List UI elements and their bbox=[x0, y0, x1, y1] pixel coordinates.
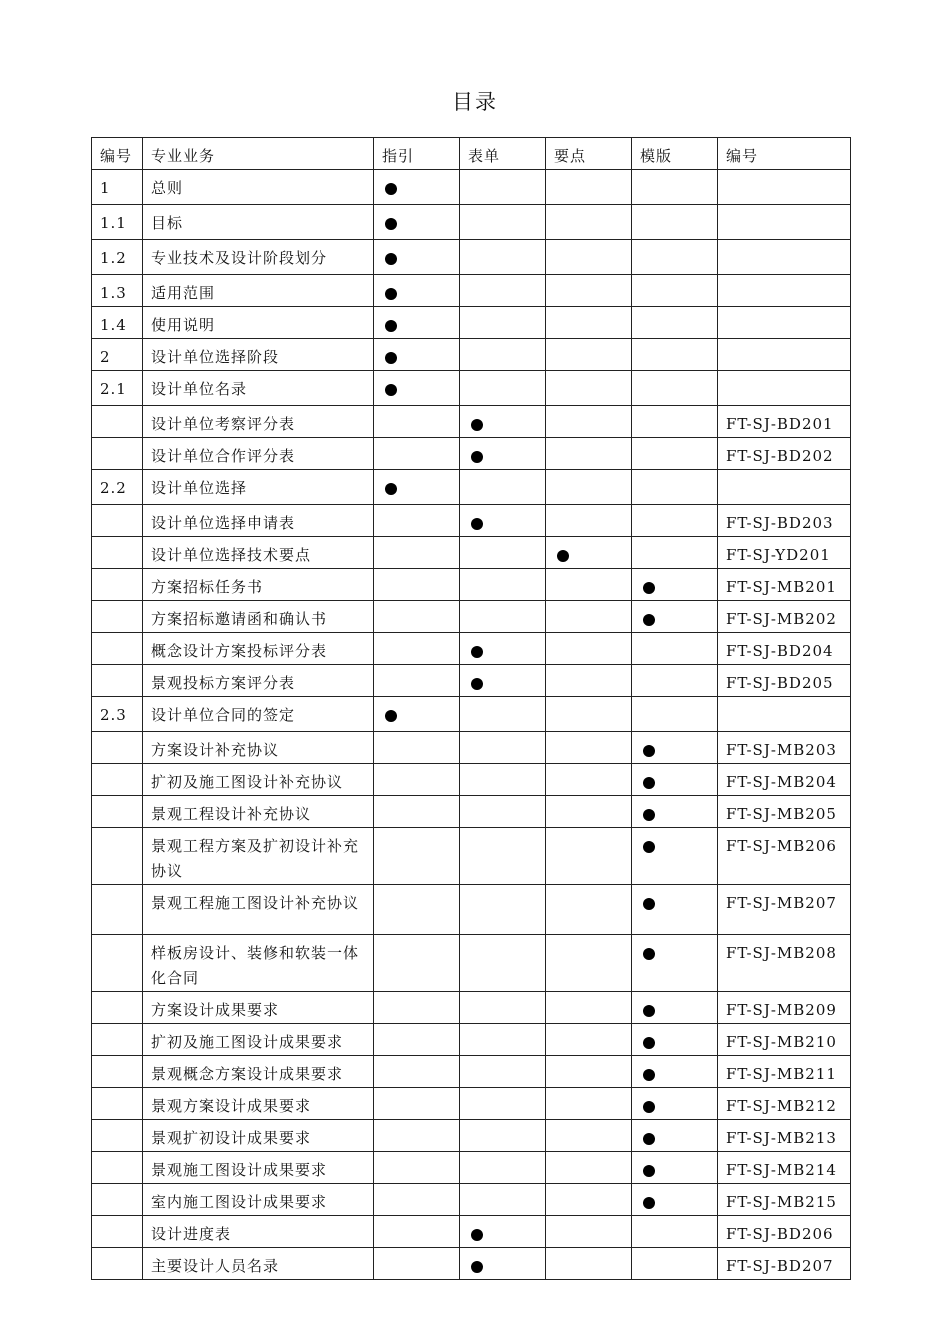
row-template-cell bbox=[632, 307, 718, 339]
table-row bbox=[92, 1248, 851, 1280]
row-code: FT-SJ-MB202 bbox=[718, 601, 851, 633]
table-row bbox=[92, 828, 851, 885]
row-form-cell bbox=[460, 275, 546, 307]
row-form-cell bbox=[460, 371, 546, 406]
table-row bbox=[92, 1024, 851, 1056]
row-guide-cell bbox=[374, 1088, 460, 1120]
row-key-point-cell bbox=[546, 697, 632, 732]
row-code: FT-SJ-BD202 bbox=[718, 438, 851, 470]
row-template-cell bbox=[632, 1120, 718, 1152]
table-row bbox=[92, 505, 851, 537]
filled-circle-icon bbox=[471, 646, 483, 658]
row-key-point-cell bbox=[546, 796, 632, 828]
row-code: FT-SJ-MB204 bbox=[718, 764, 851, 796]
table-row bbox=[92, 1056, 851, 1088]
filled-circle-icon bbox=[643, 614, 655, 626]
row-guide-cell bbox=[374, 1152, 460, 1184]
row-guide-cell bbox=[374, 1216, 460, 1248]
row-form-cell bbox=[460, 1216, 546, 1248]
row-number bbox=[92, 665, 143, 697]
row-code: FT-SJ-BD205 bbox=[718, 665, 851, 697]
row-code bbox=[718, 170, 851, 205]
filled-circle-icon bbox=[385, 320, 397, 332]
row-key-point-cell bbox=[546, 601, 632, 633]
row-guide-cell bbox=[374, 569, 460, 601]
row-business-name: 设计单位合同的签定 bbox=[143, 697, 374, 732]
row-code bbox=[718, 697, 851, 732]
filled-circle-icon bbox=[471, 678, 483, 690]
row-number: 1 bbox=[92, 170, 143, 205]
row-business-name: 景观工程施工图设计补充协议 bbox=[143, 885, 374, 935]
filled-circle-icon bbox=[471, 1261, 483, 1273]
row-guide-cell bbox=[374, 505, 460, 537]
row-number bbox=[92, 537, 143, 569]
row-guide-cell bbox=[374, 339, 460, 371]
table-row bbox=[92, 438, 851, 470]
row-number bbox=[92, 569, 143, 601]
row-code: FT-SJ-MB203 bbox=[718, 732, 851, 764]
row-business-name: 方案设计成果要求 bbox=[143, 992, 374, 1024]
row-template-cell bbox=[632, 1248, 718, 1280]
table-row bbox=[92, 307, 851, 339]
row-form-cell bbox=[460, 170, 546, 205]
row-business-name: 景观概念方案设计成果要求 bbox=[143, 1056, 374, 1088]
table-row bbox=[92, 406, 851, 438]
row-code: FT-SJ-MB206 bbox=[718, 828, 851, 885]
row-template-cell bbox=[632, 665, 718, 697]
row-key-point-cell bbox=[546, 1216, 632, 1248]
row-template-cell bbox=[632, 170, 718, 205]
filled-circle-icon bbox=[643, 841, 655, 853]
row-key-point-cell bbox=[546, 633, 632, 665]
filled-circle-icon bbox=[471, 451, 483, 463]
row-code: FT-SJ-MB208 bbox=[718, 935, 851, 992]
filled-circle-icon bbox=[385, 218, 397, 230]
row-template-cell bbox=[632, 1216, 718, 1248]
row-business-name: 方案招标邀请函和确认书 bbox=[143, 601, 374, 633]
row-key-point-cell bbox=[546, 1056, 632, 1088]
row-key-point-cell bbox=[546, 828, 632, 885]
row-form-cell bbox=[460, 764, 546, 796]
row-guide-cell bbox=[374, 1024, 460, 1056]
row-business-name: 扩初及施工图设计补充协议 bbox=[143, 764, 374, 796]
row-guide-cell bbox=[374, 1184, 460, 1216]
row-key-point-cell bbox=[546, 438, 632, 470]
row-business-name: 室内施工图设计成果要求 bbox=[143, 1184, 374, 1216]
row-key-point-cell bbox=[546, 240, 632, 275]
row-template-cell bbox=[632, 796, 718, 828]
row-number: 1.1 bbox=[92, 205, 143, 240]
row-guide-cell bbox=[374, 537, 460, 569]
filled-circle-icon bbox=[643, 1101, 655, 1113]
row-business-name: 景观扩初设计成果要求 bbox=[143, 1120, 374, 1152]
row-guide-cell bbox=[374, 633, 460, 665]
row-code: FT-SJ-MB213 bbox=[718, 1120, 851, 1152]
table-row bbox=[92, 569, 851, 601]
row-number bbox=[92, 935, 143, 992]
row-template-cell bbox=[632, 569, 718, 601]
row-form-cell bbox=[460, 633, 546, 665]
row-code: FT-SJ-MB210 bbox=[718, 1024, 851, 1056]
row-business-name: 概念设计方案投标评分表 bbox=[143, 633, 374, 665]
row-business-name: 设计单位选择 bbox=[143, 470, 374, 505]
row-code: FT-SJ-MB212 bbox=[718, 1088, 851, 1120]
col-header-template: 模版 bbox=[632, 138, 718, 170]
row-key-point-cell bbox=[546, 732, 632, 764]
filled-circle-icon bbox=[385, 710, 397, 722]
row-business-name: 设计单位选择申请表 bbox=[143, 505, 374, 537]
table-row bbox=[92, 935, 851, 992]
row-guide-cell bbox=[374, 438, 460, 470]
row-number: 2.2 bbox=[92, 470, 143, 505]
table-row bbox=[92, 885, 851, 935]
filled-circle-icon bbox=[643, 1069, 655, 1081]
row-business-name: 专业技术及设计阶段划分 bbox=[143, 240, 374, 275]
col-header-code: 编号 bbox=[718, 138, 851, 170]
table-row bbox=[92, 992, 851, 1024]
row-code: FT-SJ-BD204 bbox=[718, 633, 851, 665]
row-number bbox=[92, 1216, 143, 1248]
row-key-point-cell bbox=[546, 339, 632, 371]
row-key-point-cell bbox=[546, 1088, 632, 1120]
row-number bbox=[92, 1184, 143, 1216]
table-row bbox=[92, 796, 851, 828]
row-template-cell bbox=[632, 764, 718, 796]
row-template-cell bbox=[632, 470, 718, 505]
row-form-cell bbox=[460, 1184, 546, 1216]
row-guide-cell bbox=[374, 406, 460, 438]
row-template-cell bbox=[632, 240, 718, 275]
table-row bbox=[92, 1216, 851, 1248]
page-title: 目录 bbox=[452, 90, 498, 114]
table-row bbox=[92, 732, 851, 764]
row-business-name: 方案设计补充协议 bbox=[143, 732, 374, 764]
row-form-cell bbox=[460, 697, 546, 732]
filled-circle-icon bbox=[385, 288, 397, 300]
row-number bbox=[92, 1120, 143, 1152]
row-business-name: 设计进度表 bbox=[143, 1216, 374, 1248]
table-row bbox=[92, 371, 851, 406]
row-form-cell bbox=[460, 537, 546, 569]
row-number bbox=[92, 633, 143, 665]
row-key-point-cell bbox=[546, 885, 632, 935]
row-form-cell bbox=[460, 1024, 546, 1056]
row-number bbox=[92, 601, 143, 633]
filled-circle-icon bbox=[385, 352, 397, 364]
row-business-name: 设计单位名录 bbox=[143, 371, 374, 406]
row-business-name: 扩初及施工图设计成果要求 bbox=[143, 1024, 374, 1056]
row-key-point-cell bbox=[546, 1248, 632, 1280]
row-number bbox=[92, 764, 143, 796]
row-number bbox=[92, 406, 143, 438]
row-number: 1.4 bbox=[92, 307, 143, 339]
filled-circle-icon bbox=[643, 1133, 655, 1145]
row-key-point-cell bbox=[546, 505, 632, 537]
filled-circle-icon bbox=[471, 419, 483, 431]
filled-circle-icon bbox=[643, 948, 655, 960]
row-form-cell bbox=[460, 601, 546, 633]
row-number: 2 bbox=[92, 339, 143, 371]
filled-circle-icon bbox=[385, 483, 397, 495]
filled-circle-icon bbox=[385, 183, 397, 195]
row-key-point-cell bbox=[546, 992, 632, 1024]
row-guide-cell bbox=[374, 796, 460, 828]
row-form-cell bbox=[460, 406, 546, 438]
row-form-cell bbox=[460, 732, 546, 764]
table-header-row bbox=[92, 138, 851, 170]
row-code bbox=[718, 205, 851, 240]
row-guide-cell bbox=[374, 935, 460, 992]
row-template-cell bbox=[632, 406, 718, 438]
row-number bbox=[92, 1088, 143, 1120]
table-row bbox=[92, 601, 851, 633]
row-code: FT-SJ-MB209 bbox=[718, 992, 851, 1024]
filled-circle-icon bbox=[471, 518, 483, 530]
row-form-cell bbox=[460, 1248, 546, 1280]
row-code: FT-SJ-MB215 bbox=[718, 1184, 851, 1216]
row-key-point-cell bbox=[546, 275, 632, 307]
row-template-cell bbox=[632, 537, 718, 569]
row-number bbox=[92, 1056, 143, 1088]
row-guide-cell bbox=[374, 697, 460, 732]
table-body bbox=[92, 170, 851, 1280]
row-guide-cell bbox=[374, 665, 460, 697]
row-key-point-cell bbox=[546, 470, 632, 505]
row-guide-cell bbox=[374, 307, 460, 339]
table-row bbox=[92, 633, 851, 665]
row-number: 1.2 bbox=[92, 240, 143, 275]
table-row bbox=[92, 339, 851, 371]
table-row bbox=[92, 240, 851, 275]
row-template-cell bbox=[632, 1056, 718, 1088]
row-template-cell bbox=[632, 275, 718, 307]
row-template-cell bbox=[632, 1152, 718, 1184]
row-code: FT-SJ-MB214 bbox=[718, 1152, 851, 1184]
row-number bbox=[92, 828, 143, 885]
row-form-cell bbox=[460, 438, 546, 470]
table-row bbox=[92, 470, 851, 505]
row-code: FT-SJ-BD206 bbox=[718, 1216, 851, 1248]
row-key-point-cell bbox=[546, 1024, 632, 1056]
filled-circle-icon bbox=[385, 253, 397, 265]
row-business-name: 总则 bbox=[143, 170, 374, 205]
row-code: FT-SJ-YD201 bbox=[718, 537, 851, 569]
table-row bbox=[92, 205, 851, 240]
row-template-cell bbox=[632, 505, 718, 537]
row-business-name: 使用说明 bbox=[143, 307, 374, 339]
row-key-point-cell bbox=[546, 205, 632, 240]
table-row bbox=[92, 1088, 851, 1120]
row-key-point-cell bbox=[546, 170, 632, 205]
row-key-point-cell bbox=[546, 406, 632, 438]
table-row bbox=[92, 697, 851, 732]
table-row bbox=[92, 764, 851, 796]
row-code bbox=[718, 470, 851, 505]
filled-circle-icon bbox=[643, 777, 655, 789]
row-template-cell bbox=[632, 885, 718, 935]
row-template-cell bbox=[632, 828, 718, 885]
row-template-cell bbox=[632, 732, 718, 764]
col-header-form: 表单 bbox=[460, 138, 546, 170]
row-form-cell bbox=[460, 1056, 546, 1088]
row-guide-cell bbox=[374, 170, 460, 205]
row-guide-cell bbox=[374, 1120, 460, 1152]
filled-circle-icon bbox=[643, 745, 655, 757]
row-key-point-cell bbox=[546, 537, 632, 569]
row-code: FT-SJ-BD203 bbox=[718, 505, 851, 537]
row-number bbox=[92, 1248, 143, 1280]
row-form-cell bbox=[460, 205, 546, 240]
row-code bbox=[718, 275, 851, 307]
row-business-name: 景观投标方案评分表 bbox=[143, 665, 374, 697]
row-guide-cell bbox=[374, 1056, 460, 1088]
row-form-cell bbox=[460, 1120, 546, 1152]
row-code bbox=[718, 240, 851, 275]
row-guide-cell bbox=[374, 828, 460, 885]
row-form-cell bbox=[460, 240, 546, 275]
row-business-name: 适用范围 bbox=[143, 275, 374, 307]
row-guide-cell bbox=[374, 470, 460, 505]
row-form-cell bbox=[460, 665, 546, 697]
row-business-name: 目标 bbox=[143, 205, 374, 240]
row-form-cell bbox=[460, 935, 546, 992]
filled-circle-icon bbox=[643, 809, 655, 821]
row-business-name: 设计单位考察评分表 bbox=[143, 406, 374, 438]
row-number bbox=[92, 992, 143, 1024]
row-number bbox=[92, 885, 143, 935]
row-business-name: 景观工程设计补充协议 bbox=[143, 796, 374, 828]
col-header-key-points: 要点 bbox=[546, 138, 632, 170]
row-form-cell bbox=[460, 569, 546, 601]
row-number bbox=[92, 1024, 143, 1056]
filled-circle-icon bbox=[557, 550, 569, 562]
row-template-cell bbox=[632, 633, 718, 665]
row-code bbox=[718, 307, 851, 339]
row-form-cell bbox=[460, 470, 546, 505]
row-code: FT-SJ-BD207 bbox=[718, 1248, 851, 1280]
row-number bbox=[92, 505, 143, 537]
row-key-point-cell bbox=[546, 764, 632, 796]
row-business-name: 设计单位选择技术要点 bbox=[143, 537, 374, 569]
row-code: FT-SJ-MB211 bbox=[718, 1056, 851, 1088]
row-template-cell bbox=[632, 1184, 718, 1216]
row-guide-cell bbox=[374, 732, 460, 764]
row-guide-cell bbox=[374, 764, 460, 796]
table-row bbox=[92, 1184, 851, 1216]
row-template-cell bbox=[632, 339, 718, 371]
row-business-name: 景观施工图设计成果要求 bbox=[143, 1152, 374, 1184]
filled-circle-icon bbox=[471, 1229, 483, 1241]
table-row bbox=[92, 170, 851, 205]
row-business-name: 样板房设计、装修和软装一体化合同 bbox=[143, 935, 374, 992]
toc-table bbox=[91, 137, 851, 1280]
row-number: 1.3 bbox=[92, 275, 143, 307]
row-template-cell bbox=[632, 371, 718, 406]
row-guide-cell bbox=[374, 371, 460, 406]
row-key-point-cell bbox=[546, 307, 632, 339]
row-key-point-cell bbox=[546, 935, 632, 992]
filled-circle-icon bbox=[643, 1197, 655, 1209]
row-code bbox=[718, 339, 851, 371]
table-row bbox=[92, 665, 851, 697]
row-template-cell bbox=[632, 205, 718, 240]
row-template-cell bbox=[632, 1088, 718, 1120]
row-guide-cell bbox=[374, 601, 460, 633]
row-code bbox=[718, 371, 851, 406]
row-form-cell bbox=[460, 796, 546, 828]
row-business-name: 景观工程方案及扩初设计补充协议 bbox=[143, 828, 374, 885]
row-number bbox=[92, 1152, 143, 1184]
row-key-point-cell bbox=[546, 665, 632, 697]
table-row bbox=[92, 1120, 851, 1152]
row-form-cell bbox=[460, 1152, 546, 1184]
row-key-point-cell bbox=[546, 569, 632, 601]
row-business-name: 方案招标任务书 bbox=[143, 569, 374, 601]
table-row bbox=[92, 537, 851, 569]
row-number bbox=[92, 796, 143, 828]
table-row bbox=[92, 1152, 851, 1184]
row-number bbox=[92, 732, 143, 764]
row-business-name: 设计单位选择阶段 bbox=[143, 339, 374, 371]
row-template-cell bbox=[632, 601, 718, 633]
row-number: 2.3 bbox=[92, 697, 143, 732]
row-form-cell bbox=[460, 992, 546, 1024]
row-guide-cell bbox=[374, 205, 460, 240]
row-form-cell bbox=[460, 1088, 546, 1120]
row-code: FT-SJ-BD201 bbox=[718, 406, 851, 438]
row-number: 2.1 bbox=[92, 371, 143, 406]
row-template-cell bbox=[632, 438, 718, 470]
row-guide-cell bbox=[374, 240, 460, 275]
row-key-point-cell bbox=[546, 1152, 632, 1184]
row-key-point-cell bbox=[546, 1120, 632, 1152]
row-business-name: 设计单位合作评分表 bbox=[143, 438, 374, 470]
row-key-point-cell bbox=[546, 371, 632, 406]
row-form-cell bbox=[460, 505, 546, 537]
row-template-cell bbox=[632, 1024, 718, 1056]
row-form-cell bbox=[460, 828, 546, 885]
row-guide-cell bbox=[374, 275, 460, 307]
row-code: FT-SJ-MB207 bbox=[718, 885, 851, 935]
row-business-name: 景观方案设计成果要求 bbox=[143, 1088, 374, 1120]
row-code: FT-SJ-MB205 bbox=[718, 796, 851, 828]
row-key-point-cell bbox=[546, 1184, 632, 1216]
filled-circle-icon bbox=[643, 1165, 655, 1177]
row-form-cell bbox=[460, 339, 546, 371]
filled-circle-icon bbox=[643, 1037, 655, 1049]
row-business-name: 主要设计人员名录 bbox=[143, 1248, 374, 1280]
col-header-number: 编号 bbox=[92, 138, 143, 170]
row-guide-cell bbox=[374, 885, 460, 935]
row-number bbox=[92, 438, 143, 470]
row-template-cell bbox=[632, 697, 718, 732]
row-guide-cell bbox=[374, 1248, 460, 1280]
row-guide-cell bbox=[374, 992, 460, 1024]
filled-circle-icon bbox=[385, 384, 397, 396]
row-code: FT-SJ-MB201 bbox=[718, 569, 851, 601]
row-template-cell bbox=[632, 992, 718, 1024]
col-header-business: 专业业务 bbox=[143, 138, 374, 170]
row-form-cell bbox=[460, 885, 546, 935]
row-template-cell bbox=[632, 935, 718, 992]
filled-circle-icon bbox=[643, 1005, 655, 1017]
row-form-cell bbox=[460, 307, 546, 339]
filled-circle-icon bbox=[643, 582, 655, 594]
table-row bbox=[92, 275, 851, 307]
filled-circle-icon bbox=[643, 898, 655, 910]
col-header-guide: 指引 bbox=[374, 138, 460, 170]
